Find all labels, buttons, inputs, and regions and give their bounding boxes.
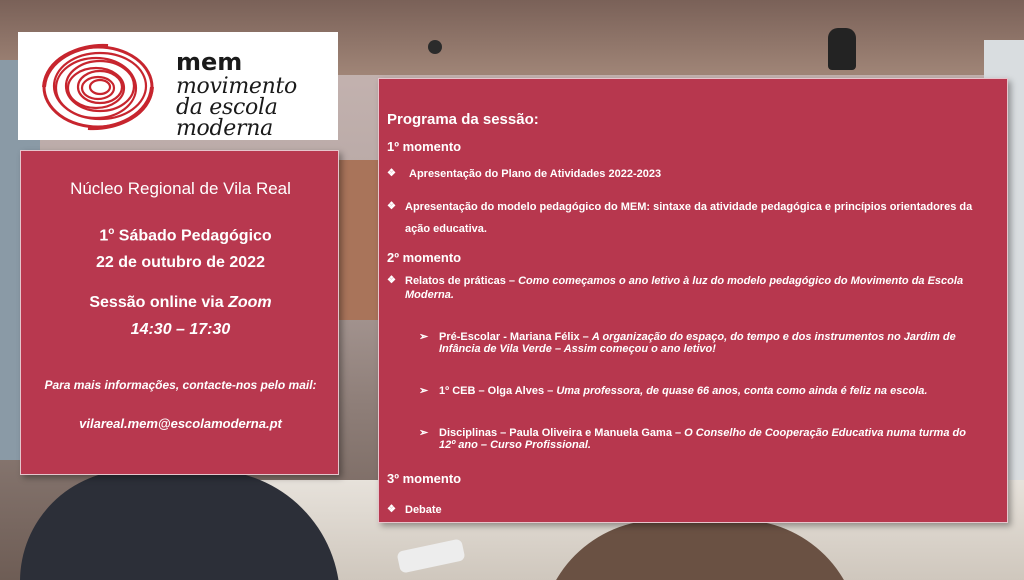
session-time: 14:30 – 17:30 [130,321,231,338]
program-item [387,499,995,521]
logo-line-1: movimento [176,74,298,99]
subitem-lead: 1º CEB – Olga Alves – [439,385,557,397]
diamond-bullet-icon: ❖ [387,168,396,179]
subitem-text [419,427,977,451]
camera-icon [428,40,442,54]
subitem-lead: Disciplinas – Paula Oliveira e Manuela Gama – [439,427,685,439]
diamond-bullet-icon: ❖ [387,201,396,212]
contact-email[interactable]: vilareal.mem@escolamoderna.pt [79,416,282,431]
event-number: 1 [99,227,109,245]
mem-logo [18,32,338,140]
program-subitem [419,385,977,397]
moment-2-heading: 2º momento [387,250,462,265]
subitem-italic: A organização do espaço, do tempo e dos instrumentos no Jardim de Infância de Vila Verde – Assim começou o ano letivo! [439,331,956,355]
logo-abbreviation: mem [176,48,243,76]
event-name: Sábado Pedagógico [114,227,272,245]
event-number-sup: o [108,226,115,237]
diamond-bullet-icon: ❖ [387,275,396,286]
subitem-italic: Uma professora, de quase 66 anos, conta como ainda é feliz na escola. [556,385,928,397]
program-subitem [419,427,977,451]
item-italic: Como começamos o ano letivo à luz do modelo pedagógico do Movimento da Escola Moderna. [405,275,964,301]
program-item [387,163,995,185]
contact-info: Para mais informações, contacte-nos pelo mail: [44,378,317,392]
speaker-icon [828,28,856,70]
logo-line-3: moderna [176,116,273,141]
spiral-logo-icon [38,40,158,134]
subitem-lead: Pré-Escolar - Mariana Félix – [439,331,592,343]
item-text: Apresentação do modelo pedagógico do MEM: sintaxe da atividade pedagógica e princípios orientadores da ação educativa. [405,201,973,235]
session-platform: Zoom [228,294,272,311]
arrow-bullet-icon: ➢ [419,331,429,343]
arrow-bullet-icon: ➢ [419,385,429,397]
program-subitem [419,331,977,355]
event-title [21,226,340,245]
item-text: Apresentação do Plano de Atividades 2022-2023 [409,168,662,180]
region-title: Núcleo Regional de Vila Real [70,179,291,198]
moment-3-heading: 3º momento [387,471,462,486]
item-lead: Relatos de práticas – [405,275,519,287]
diamond-bullet-icon: ❖ [387,504,396,515]
program-panel [378,78,1008,523]
subitem-italic: O Conselho de Cooperação Educativa numa turma do 12º ano – Curso Profissional. [439,427,966,451]
arrow-bullet-icon: ➢ [419,427,429,439]
item-text: Debate [405,504,442,516]
session-prefix: Sessão online via [89,294,229,311]
moment-1-heading: 1º momento [387,139,462,154]
event-info-panel [20,150,339,475]
subitem-text [419,385,977,397]
session-mode [21,294,340,312]
logo-line-2: da escola [176,95,278,120]
item-text [387,274,995,302]
event-date: 22 de outubro de 2022 [96,254,265,271]
subitem-text [419,331,977,355]
program-heading: Programa da sessão: [387,111,539,128]
program-item [387,196,995,240]
program-item [387,274,995,302]
